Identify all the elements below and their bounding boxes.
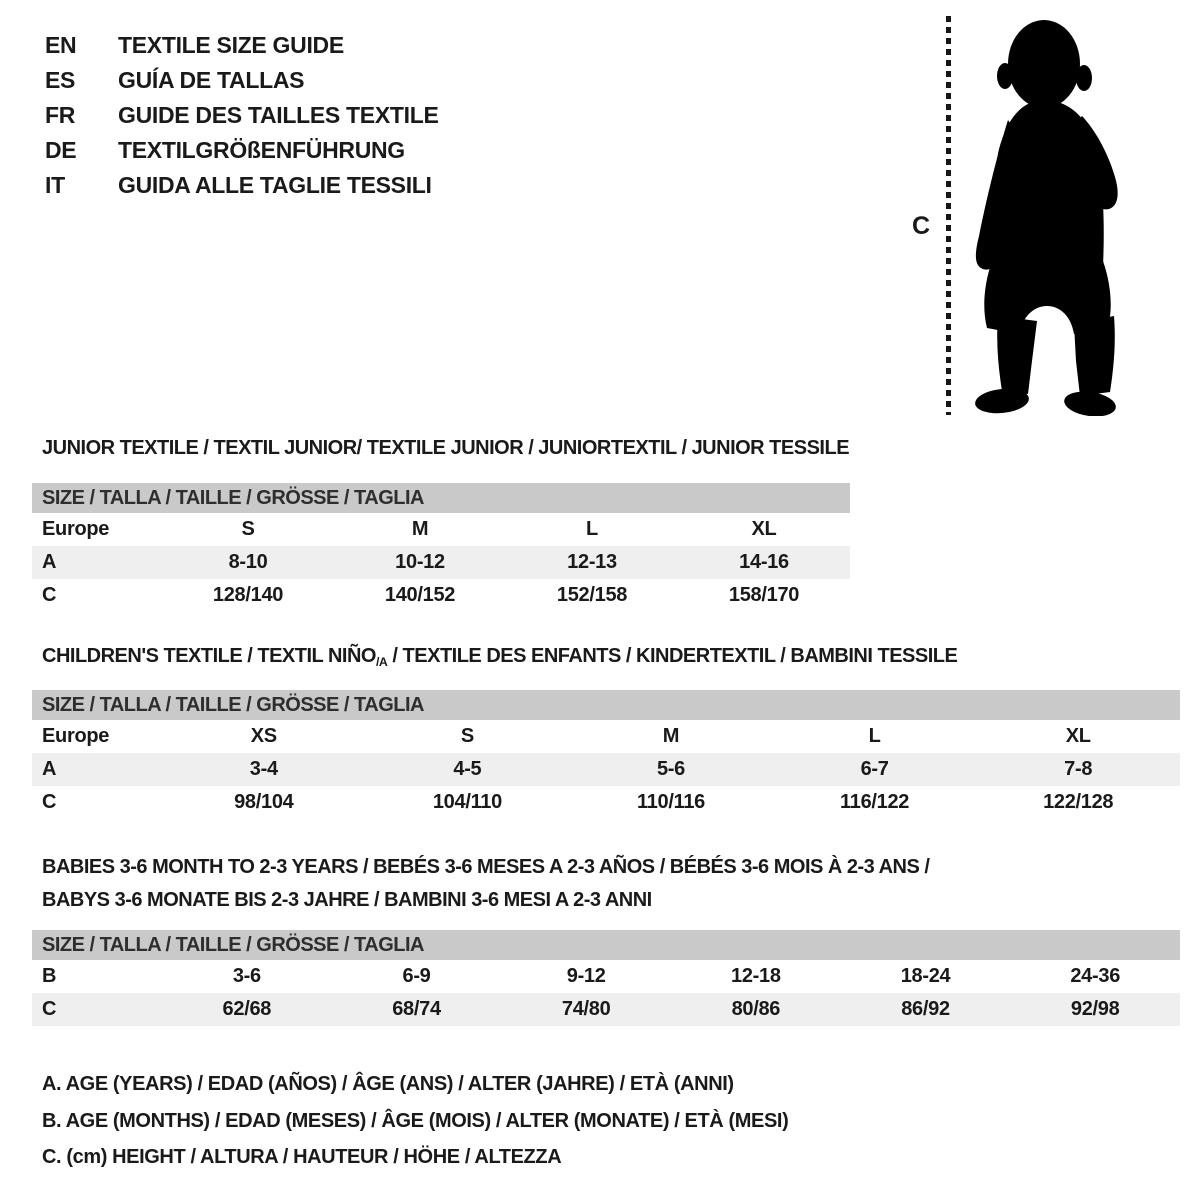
language-row	[45, 133, 439, 168]
table-cell: L	[586, 518, 598, 540]
table-cell: 14-16	[739, 551, 789, 573]
section-title-text: JUNIOR TEXTILE / TEXTIL JUNIOR/ TEXTILE JUNIOR / JUNIORTEXTIL / JUNIOR TESSILE	[42, 437, 850, 459]
row-label: C	[42, 791, 57, 813]
language-row	[45, 168, 439, 203]
language-guide-title: GUÍA DE TALLAS	[118, 67, 305, 93]
table-cell: 152/158	[556, 584, 628, 606]
table-cell: 158/170	[728, 584, 800, 606]
table-cell: 8-10	[228, 551, 268, 573]
table-cell: L	[868, 725, 881, 747]
measurement-legend	[42, 1066, 788, 1176]
babies-size-table	[32, 960, 1180, 1026]
language-code: FR	[45, 102, 76, 128]
table-cell: 4-5	[453, 758, 482, 780]
children-size-table	[32, 720, 1180, 819]
table-cell: 92/98	[1070, 998, 1120, 1020]
height-measure-label: C	[912, 212, 931, 240]
row-label: A	[42, 758, 57, 780]
table-row	[32, 546, 850, 579]
table-cell: 24-36	[1070, 965, 1121, 987]
table-cell: 128/140	[212, 584, 284, 606]
table-cell: 7-8	[1064, 758, 1093, 780]
section-title	[42, 644, 957, 674]
section-title-subscript: /A	[375, 654, 388, 669]
table-cell: 74/80	[561, 998, 611, 1020]
table-cell: 116/122	[840, 791, 910, 813]
table-row	[32, 513, 850, 546]
table-cell: XL	[1065, 725, 1091, 747]
table-cell: 12-13	[567, 551, 617, 573]
table-cell: 5-6	[656, 758, 685, 780]
table-cell: 18-24	[900, 965, 951, 987]
table-cell: S	[460, 725, 474, 747]
table-cell: 6-9	[402, 965, 431, 987]
table-cell: 62/68	[222, 998, 272, 1020]
legend-line-a: A. AGE (YEARS) / EDAD (AÑOS) / ÂGE (ANS) / ALTER (JAHRE) / ETÀ (ANNI)	[42, 1073, 734, 1095]
row-label: C	[42, 998, 57, 1020]
table-cell: 68/74	[392, 998, 441, 1020]
table-cell: 86/92	[901, 998, 950, 1020]
height-measure-line	[946, 16, 951, 415]
table-row	[32, 993, 1180, 1026]
table-cell: M	[411, 518, 429, 540]
section-title-line1: BABIES 3-6 MONTH TO 2-3 YEARS / BEBÉS 3-6 MESES A 2-3 AÑOS / BÉBÉS 3-6 MOIS À 2-3 ANS /	[42, 856, 930, 878]
table-cell: 110/116	[636, 791, 705, 813]
row-label: B	[42, 965, 57, 987]
table-cell: 98/104	[234, 791, 294, 813]
section-title	[42, 851, 929, 917]
section-babies-textile	[32, 851, 1180, 1031]
table-cell: 6-7	[860, 758, 889, 780]
language-code: ES	[45, 67, 76, 93]
section-title-rest: / TEXTILE DES ENFANTS / KINDERTEXTIL / BAMBINI TESSILE	[387, 645, 958, 667]
language-guide	[45, 28, 439, 203]
toddler-silhouette-icon	[962, 16, 1127, 416]
table-row	[32, 579, 850, 612]
table-cell: M	[662, 725, 680, 747]
table-row	[32, 960, 1180, 993]
language-guide-title: TEXTILE SIZE GUIDE	[118, 32, 344, 58]
language-guide-title: GUIDE DES TAILLES TEXTILE	[118, 102, 439, 128]
size-header-bar	[32, 483, 850, 513]
size-header-bar	[32, 930, 1180, 960]
section-title-line2: BABYS 3-6 MONATE BIS 2-3 JAHRE / BAMBINI 3-6 MESI A 2-3 ANNI	[42, 889, 652, 911]
table-cell: 9-12	[566, 965, 606, 987]
table-cell: 122/128	[1043, 791, 1114, 813]
table-row	[32, 720, 1180, 753]
language-row	[45, 63, 439, 98]
size-header-label: SIZE / TALLA / TAILLE / GRÖSSE / TAGLIA	[42, 694, 424, 716]
table-cell: S	[241, 518, 255, 540]
table-cell: 3-4	[249, 758, 278, 780]
table-cell: 80/86	[731, 998, 781, 1020]
junior-size-table	[32, 513, 850, 612]
row-label: C	[42, 584, 57, 606]
row-label: Europe	[42, 518, 110, 540]
language-row	[45, 98, 439, 133]
size-header-bar	[32, 690, 1180, 720]
table-cell: 10-12	[395, 551, 445, 573]
table-cell: 3-6	[232, 965, 261, 987]
row-label: Europe	[42, 725, 110, 747]
language-code: EN	[45, 32, 77, 58]
language-guide-title: GUIDA ALLE TAGLIE TESSILI	[118, 172, 432, 198]
section-title	[42, 436, 849, 460]
section-junior-textile	[32, 436, 850, 616]
section-childrens-textile	[32, 644, 1180, 824]
table-cell: XL	[751, 518, 777, 540]
language-code: DE	[45, 137, 77, 163]
size-header-label: SIZE / TALLA / TAILLE / GRÖSSE / TAGLIA	[42, 934, 424, 956]
language-code: IT	[45, 172, 65, 198]
table-cell: 140/152	[384, 584, 456, 606]
table-cell: XS	[250, 725, 277, 747]
language-guide-title: TEXTILGRÖßENFÜHRUNG	[118, 137, 405, 163]
legend-line-c: C. (cm) HEIGHT / ALTURA / HAUTEUR / HÖHE / ALTEZZA	[42, 1146, 562, 1168]
legend-line-b: B. AGE (MONTHS) / EDAD (MESES) / ÂGE (MOIS) / ALTER (MONATE) / ETÀ (MESI)	[42, 1109, 789, 1132]
table-row	[32, 786, 1180, 819]
section-title-main: CHILDREN'S TEXTILE / TEXTIL NIÑO	[42, 645, 376, 667]
table-row	[32, 753, 1180, 786]
language-row	[45, 28, 439, 63]
section-title-text	[42, 644, 957, 674]
row-label: A	[42, 551, 57, 573]
table-cell: 104/110	[432, 791, 502, 813]
table-cell: 12-18	[731, 965, 781, 987]
size-header-label: SIZE / TALLA / TAILLE / GRÖSSE / TAGLIA	[42, 487, 424, 509]
